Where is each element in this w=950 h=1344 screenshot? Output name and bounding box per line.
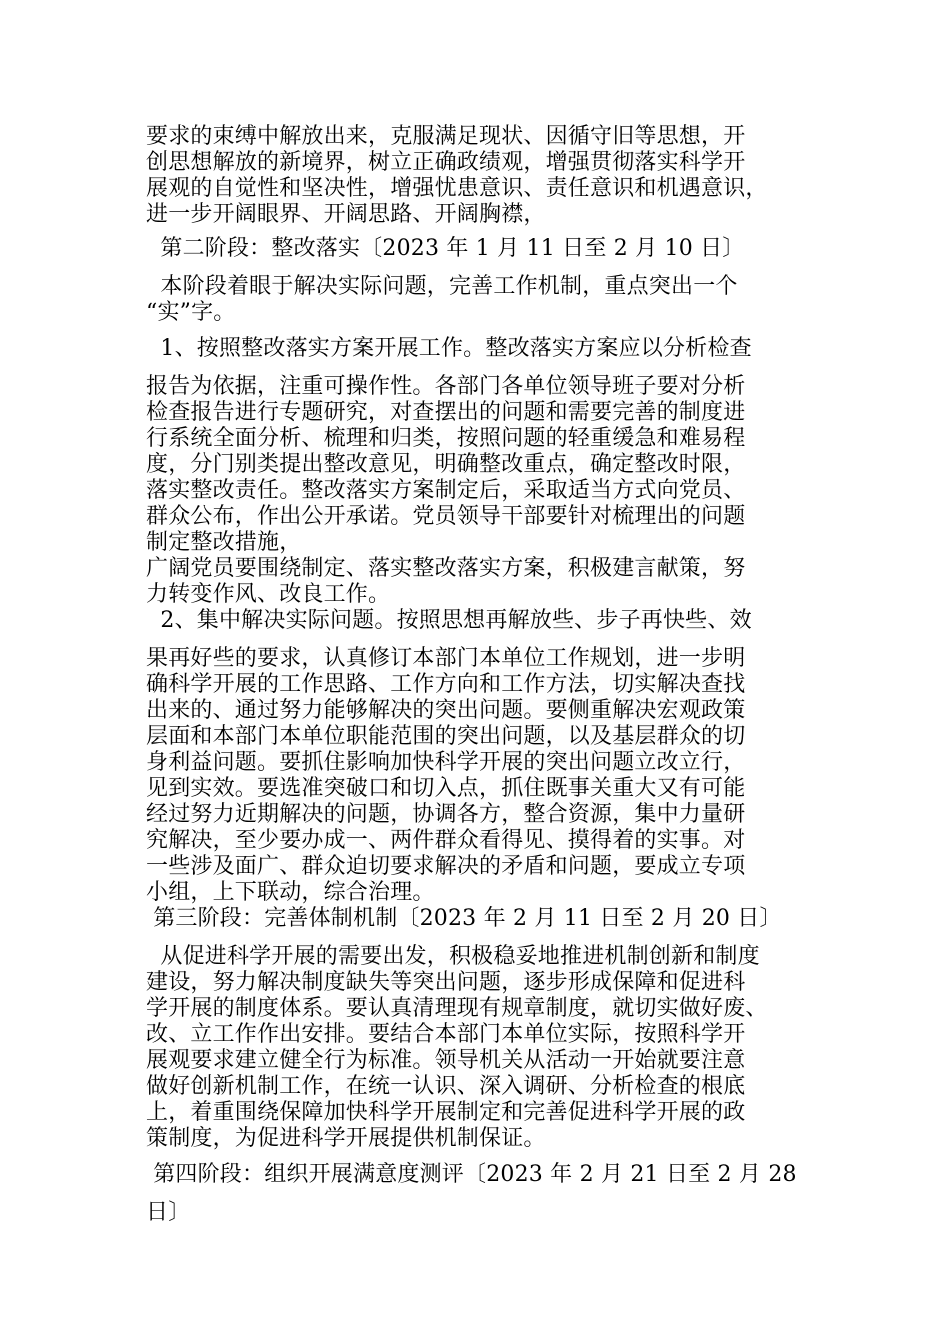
text-line: 制定整改措施， xyxy=(146,530,302,555)
text-line: 落实整改责任。整改落实方案制定后，采取适当方式向党员、 xyxy=(146,478,746,503)
text-line: 力转变作风、改良工作。 xyxy=(146,582,391,607)
text-line: 第二阶段：整改落实〔2023 年 1 月 11 日至 2 月 10 日〕 xyxy=(146,236,745,261)
text-line: 度，分门别类提出整改意见，明确整改重点，确定整改时限， xyxy=(146,452,746,477)
text-line: 行系统全面分析、梳理和归类，按照问题的轻重缓急和难易程 xyxy=(146,426,746,451)
text-line: 创思想解放的新境界，树立正确政绩观，增强贯彻落实科学开 xyxy=(146,150,746,175)
paragraph-intro-continued xyxy=(146,124,810,228)
text-line: 检查报告进行专题研究，对查摆出的问题和需要完善的制度进 xyxy=(146,400,746,425)
text-line: 群众公布，作出公开承诺。党员领导干部要针对梳理出的问题 xyxy=(146,504,746,529)
text-line: 确科学开展的工作思路、工作方向和工作方法，切实解决查找 xyxy=(146,672,746,697)
heading-stage-three xyxy=(146,906,810,932)
paragraph-item-1-lead xyxy=(146,336,810,362)
text-line: 一些涉及面广、群众迫切要求解决的矛盾和问题，要成立专项 xyxy=(146,854,746,879)
text-line: 从促进科学开展的需要出发，积极稳妥地推进机制创新和制度 xyxy=(146,944,760,969)
text-line: 本阶段着眼于解决实际问题，完善工作机制，重点突出一个 xyxy=(146,274,738,299)
text-line: 日〕 xyxy=(146,1200,191,1225)
text-line: 策制度，为促进科学开展提供机制保证。 xyxy=(146,1126,546,1151)
text-line: 做好创新机制工作，在统一认识、深入调研、分析检查的根底 xyxy=(146,1074,746,1099)
text-line: “实”字。 xyxy=(146,300,236,325)
text-line: 果再好些的要求，认真修订本部门本单位工作规划，进一步明 xyxy=(146,646,746,671)
text-line: 究解决，至少要办成一、两件群众看得见、摸得着的实事。对 xyxy=(146,828,746,853)
text-line: 小组，上下联动，综合治理。 xyxy=(146,880,435,905)
text-line: 出来的、通过努力能够解决的突出问题。要侧重解决宏观政策 xyxy=(146,698,746,723)
paragraph-stage-two-intro xyxy=(146,274,810,326)
text-line: 进一步开阔眼界、开阔思路、开阔胸襟， xyxy=(146,202,546,227)
text-line: 广阔党员要围绕制定、落实整改落实方案，积极建言献策，努 xyxy=(146,556,746,581)
paragraph-item-1-body xyxy=(146,374,810,608)
text-line: 2、集中解决实际问题。按照思想再解放些、步子再快些、效 xyxy=(146,608,752,633)
paragraph-stage-three-body xyxy=(146,944,810,1152)
text-line: 经过努力近期解决的问题，协调各方，整合资源，集中力量研 xyxy=(146,802,746,827)
text-line: 要求的束缚中解放出来，克服满足现状、因循守旧等思想，开 xyxy=(146,124,746,149)
text-line: 第四阶段：组织开展满意度测评〔2023 年 2 月 21 日至 2 月 28 xyxy=(146,1162,797,1187)
text-line: 展观要求建立健全行为标准。领导机关从活动一开始就要注意 xyxy=(146,1048,746,1073)
text-line: 上，着重围绕保障加快科学开展制定和完善促进科学开展的政 xyxy=(146,1100,746,1125)
text-line: 展观的自觉性和坚决性，增强忧患意识、责任意识和机遇意识， xyxy=(146,176,768,201)
text-line: 层面和本部门本单位职能范围的突出问题，以及基层群众的切 xyxy=(146,724,746,749)
heading-stage-two xyxy=(146,236,810,262)
text-line: 学开展的制度体系。要认真清理现有规章制度，就切实做好废、 xyxy=(146,996,768,1021)
text-line: 报告为依据，注重可操作性。各部门各单位领导班子要对分析 xyxy=(146,374,746,399)
text-line: 1、按照整改落实方案开展工作。整改落实方案应以分析检查 xyxy=(146,336,752,361)
text-line: 身利益问题。要抓住影响加快科学开展的突出问题立改立行， xyxy=(146,750,746,775)
text-line: 见到实效。要选准突破口和切入点，抓住既事关重大又有可能 xyxy=(146,776,746,801)
text-line: 改、立工作作出安排。要结合本部门本单位实际，按照科学开 xyxy=(146,1022,746,1047)
text-line: 第三阶段：完善体制机制〔2023 年 2 月 11 日至 2 月 20 日〕 xyxy=(146,906,782,931)
paragraph-item-2-lead xyxy=(146,608,810,634)
paragraph-item-2-body xyxy=(146,646,810,906)
text-line: 建设，努力解决制度缺失等突出问题，逐步形成保障和促进科 xyxy=(146,970,746,995)
heading-stage-four xyxy=(146,1156,810,1232)
